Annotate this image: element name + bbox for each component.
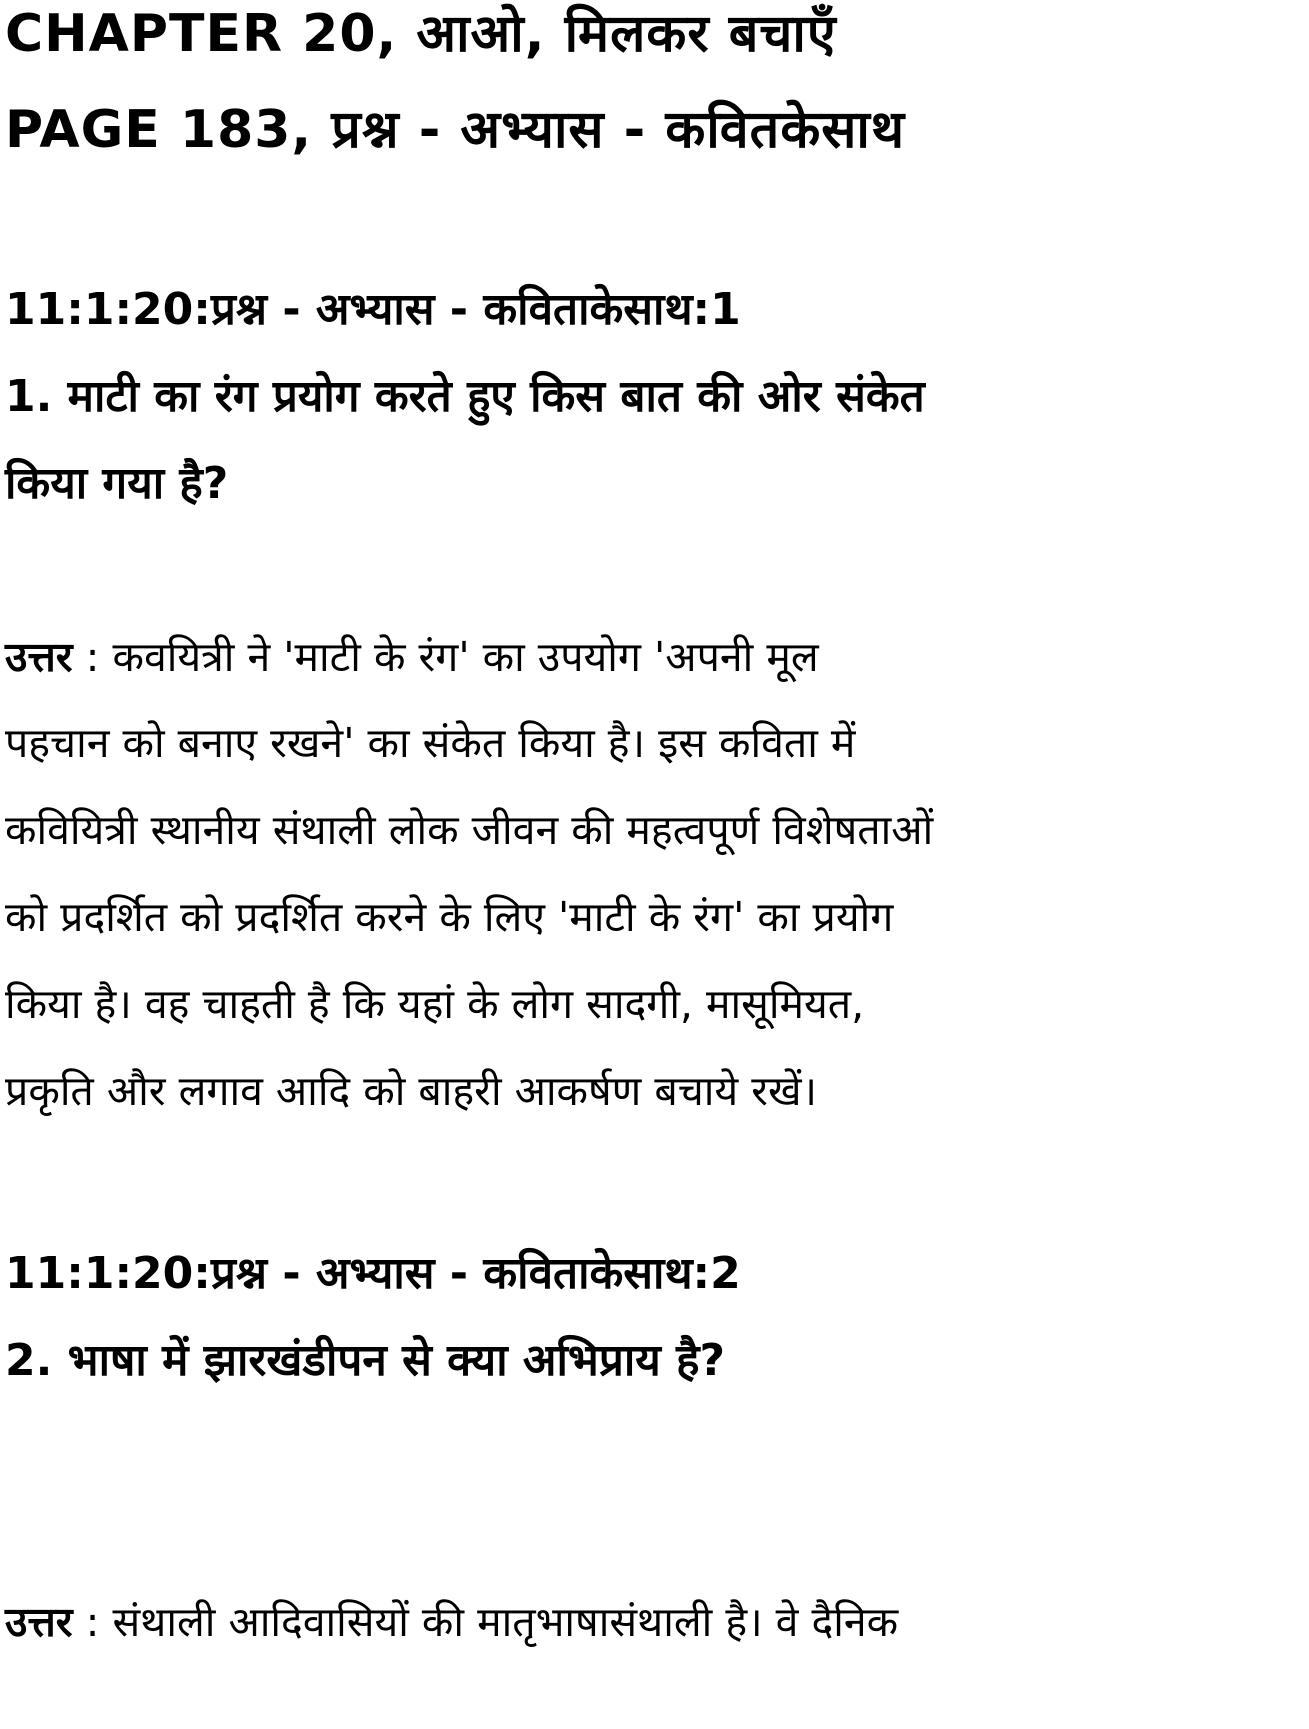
question-reference: 11:1:20:प्रश्न - अभ्यास - कविताकेसाथ:1 [5, 284, 741, 335]
answer-text-line: किया है। वह चाहती है कि यहां के लोग सादगी, मासूमियत, [5, 980, 865, 1028]
answer-label: उत्तर [5, 633, 73, 681]
answer-text-line: कवियित्री स्थानीय संथाली लोक जीवन की महत्वपूर्ण विशेषताओं [5, 806, 934, 854]
answer-text-line: प्रकृति और लगाव आदि को बाहरी आकर्षण बचाये रखें। [5, 1067, 818, 1115]
answer-text-line: पहचान को बनाए रखने' का संकेत किया है। इस कविता में [5, 719, 856, 767]
answer-text-line [5, 633, 819, 681]
question-reference: 11:1:20:प्रश्न - अभ्यास - कविताकेसाथ:2 [5, 1248, 741, 1299]
answer-text: : संथाली आदिवासियों की मातृभाषासंथाली है। वे दैनिक [85, 1598, 899, 1646]
answer-text: : कवयित्री ने 'माटी के रंग' का उपयोग 'अपनी मूल [85, 633, 819, 681]
answer-text-line [5, 1598, 899, 1646]
answer-text-line: को प्रदर्शित को प्रदर्शित करने के लिए 'माटी के रंग' का प्रयोग [5, 893, 894, 941]
question-text-line: किया गया है? [5, 458, 229, 509]
question-text-line: 1. माटी का रंग प्रयोग करते हुए किस बात की ओर संकेत [5, 371, 925, 422]
answer-label: उत्तर [5, 1598, 73, 1646]
question-text-line: 2. भाषा में झारखंडीपन से क्या अभिप्राय है? [5, 1335, 726, 1386]
chapter-title: CHAPTER 20, आओ, मिलकर बचाएँ [5, 4, 837, 64]
page-title: PAGE 183, प्रश्न - अभ्यास - कवितकेसाथ [5, 100, 906, 160]
